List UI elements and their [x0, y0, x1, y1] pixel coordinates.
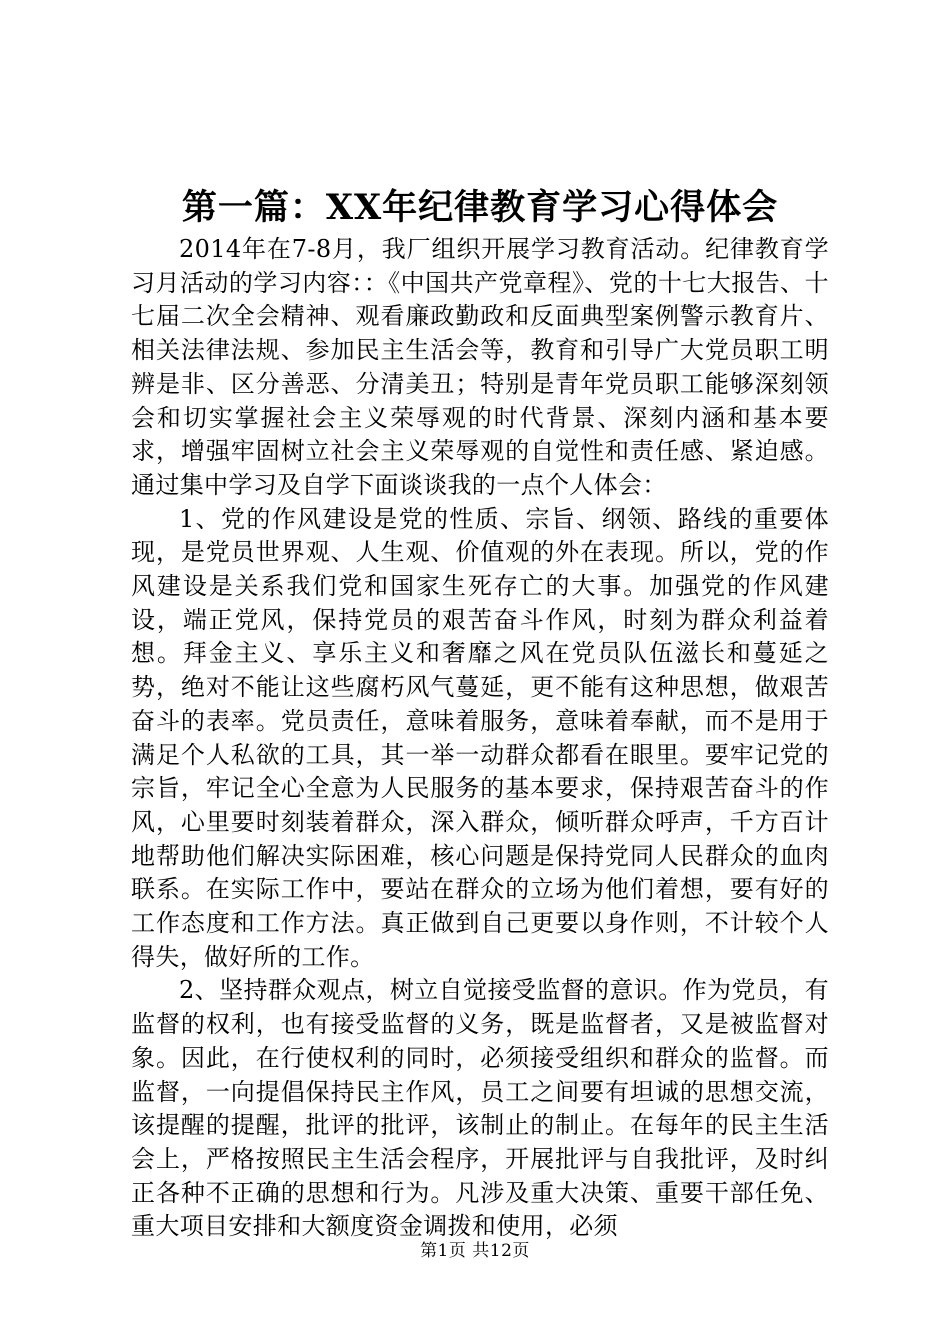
document-body	[131, 233, 829, 1244]
paragraph-intro: 2014年在7-8月，我厂组织开展学习教育活动。纪律教育学习月活动的学习内容：：《中国共产党章程》、党的十七大报告、十七届二次全会精神、观看廉政勤政和反面典型案例警示教育片、相关法律法规、参加民主生活会等，教育和引导广大党员职工明辨是非、区分善恶、分清美丑；特别是青年党员职工能够深刻领会和切实掌握社会主义荣辱观的时代背景、深刻内涵和基本要求，增强牢固树立社会主义荣辱观的自觉性和责任感、紧迫感。通过集中学习及自学下面谈谈我的一点个人体会：	[131, 235, 829, 499]
document-title: 第一篇：XX年纪律教育学习心得体会	[181, 187, 779, 228]
page-number-footer: 第1页 共12页	[420, 1241, 530, 1261]
paragraph-point-1: 1、党的作风建设是党的性质、宗旨、纲领、路线的重要体现，是党员世界观、人生观、价值观的外在表现。所以，党的作风建设是关系我们党和国家生死存亡的大事。加强党的作风建设，端正党风，保持党员的艰苦奋斗作风，时刻为群众利益着想。拜金主义、享乐主义和奢靡之风在党员队伍滋长和蔓延之势，绝对不能让这些腐朽风气蔓延，更不能有这种思想，做艰苦奋斗的表率。党员责任，意味着服务，意味着奉献，而不是用于满足个人私欲的工具，其一举一动群众都看在眼里。要牢记党的宗旨，牢记全心全意为人民服务的基本要求，保持艰苦奋斗的作风，心里要时刻装着群众，深入群众，倾听群众呼声，千方百计地帮助他们解决实际困难，核心问题是保持党同人民群众的血肉联系。在实际工作中，要站在群众的立场为他们着想，要有好的工作态度和工作方法。真正做到自己更要以身作则，不计较个人得失，做好所的工作。	[131, 504, 829, 971]
paragraph-point-2: 2、坚持群众观点，树立自觉接受监督的意识。作为党员，有监督的权利，也有接受监督的义务，既是监督者，又是被监督对象。因此，在行使权利的同时，必须接受组织和群众的监督。而监督，一向提倡保持民主作风，员工之间要有坦诚的思想交流，该提醒的提醒，批评的批评，该制止的制止。在每年的民主生活会上，严格按照民主生活会程序，开展批评与自我批评，及时纠正各种不正确的思想和行为。凡涉及重大决策、重要干部任免、重大项目安排和大额度资金调拨和使用，必须	[131, 976, 829, 1241]
